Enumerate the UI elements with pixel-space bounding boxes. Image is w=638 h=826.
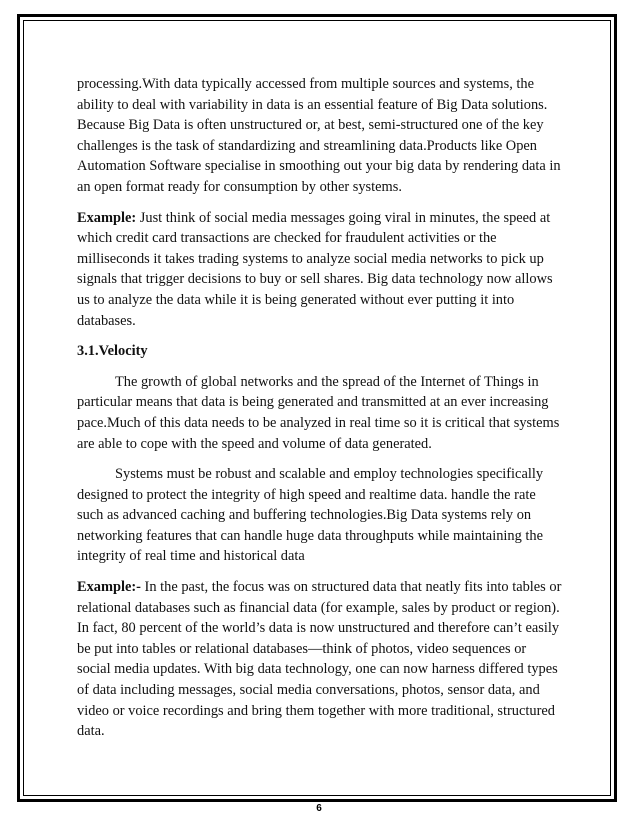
example-label: Example:-	[77, 579, 141, 596]
page-content	[77, 74, 563, 752]
paragraph-example-1	[77, 208, 563, 332]
paragraph-systems: Systems must be robust and scalable and employ technologies specifically designed to protect the integrity of high speed and realtime data. handle the rate such as advanced caching and buffering technologies.Big Data systems rely on networking features that can handle huge data throughputs while maintaining the integrity of real time and historical data	[77, 466, 544, 565]
paragraph-example-2	[77, 577, 563, 742]
example-text: In the past, the focus was on structured data that neatly fits into tables or relational databases such as financial data (for example, sales by product or region). In fact, 80 percent of the world’s data is now unstructured and therefore can’t easily be put into tables or relational databases—think of photos, video sequences or social media updates. With big data technology, one can now harness differed types of data including messages, social media conversations, photos, sensor data, and video or voice recordings and bring them together with more traditional, structured data.	[77, 579, 562, 740]
paragraph-growth: The growth of global networks and the spread of the Internet of Things in particular means that data is being generated and transmitted at an ever increasing pace.Much of this data needs to be analyzed in real time so it is critical that systems are able to cope with the speed and volume of data generated.	[77, 373, 560, 452]
page-number: 6	[316, 803, 322, 814]
section-heading-velocity: 3.1.Velocity	[77, 343, 148, 360]
example-label: Example:	[77, 209, 137, 226]
example-text: Just think of social media messages going viral in minutes, the speed at which credit card transactions are checked for fraudulent activities or the milliseconds it takes trading systems to analyze social media networks to pick up signals that trigger decisions to buy or sell shares. Big data technology now allows us to analyze the data while it is being generated without ever putting it into databases.	[77, 209, 553, 329]
paragraph-processing: processing.With data typically accessed from multiple sources and systems, the ability to deal with variability in data is an essential feature of Big Data solutions. Because Big Data is often unstructured or, at best, semi-structured one of the key challenges is the task of standardizing and streamlining data.Products like Open Automation Software specialise in smoothing out your big data by rendering data in an open format ready for consumption by other systems.	[77, 76, 561, 195]
